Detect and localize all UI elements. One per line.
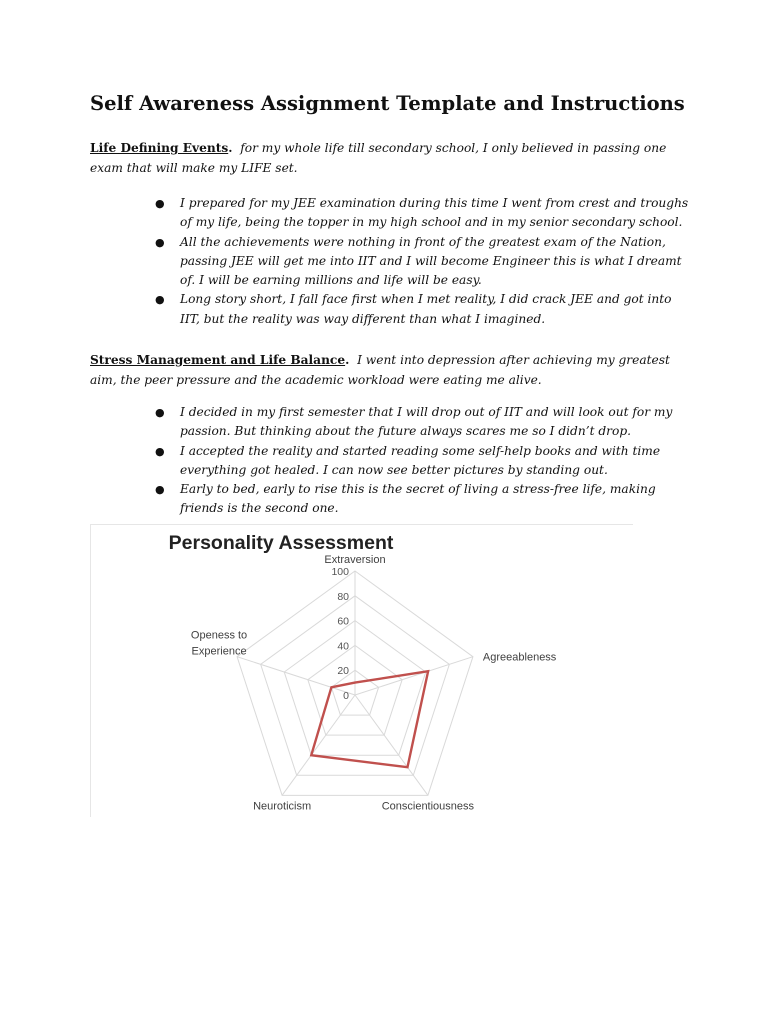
list-item: ● I prepared for my JEE examination during this time I went from crest and troughs of my life, being the topper in my high school and in my senior secondary school. [155, 196, 689, 230]
tick-label: 60 [337, 615, 349, 628]
section-intro-text: I went into depression after achieving my greatest aim, the peer pressure and the academic workload were eating me alive. [90, 353, 670, 387]
tick-label: 0 [343, 690, 349, 702]
grid-spoke [282, 695, 355, 795]
axis-label: Conscientiousness [381, 800, 475, 813]
list-item-text: All the achievements were nothing in front of the greatest exam of the Nation, passing JEE will get me into IIT and I will become Engineer this is what I dreamt of. I will be earning millions and life will be easy. [180, 234, 682, 288]
section-intro-text: for my whole life till secondary school, I only believed in passing one exam that will make my LIFE set. [90, 141, 667, 175]
list-item: ● I decided in my first semester that I will drop out of IIT and will look out for my passion. But thinking about the future always scares me so I didn’t drop. [155, 405, 673, 439]
chart-frame [90, 524, 633, 817]
tick-label: 40 [337, 640, 349, 653]
document-title: Self Awareness Assignment Template and Instructions [90, 92, 685, 115]
grid-spoke [355, 695, 428, 795]
radar-chart [91, 525, 633, 817]
list-item-text: I decided in my first semester that I will drop out of IIT and will look out for my passion. But thinking about the future always scares me so I didn’t drop. [180, 405, 673, 439]
list-item: ● All the achievements were nothing in front of the greatest exam of the Nation, passing JEE will get me into IIT and I will become Engineer this is what I dreamt of. I will be earning millions and life will be easy. [155, 234, 682, 288]
bullet-list [90, 403, 690, 519]
tick-label: 100 [331, 566, 349, 578]
chart-title: Personality Assessment [168, 532, 394, 554]
section-intro: Life Defining Events. for my whole life till secondary school, I only believed in passing one exam that will make my LIFE set. [90, 141, 667, 175]
section-stress-management [90, 350, 690, 519]
axis-label: Extraversion [324, 554, 386, 566]
section-heading: Life Defining Events [90, 141, 229, 155]
list-item-text: I accepted the reality and started reading some self-help books and with time everything got healed. I can now see better pictures by standing out. [180, 443, 661, 477]
axis-label: Neuroticism [253, 800, 312, 813]
list-item-text: Long story short, I fall face first when I met reality, I did crack JEE and got into IIT, but the reality was way different than what I imagined. [180, 292, 672, 326]
section-intro: Stress Management and Life Balance. I went into depression after achieving my greatest aim, the peer pressure and the academic workload were eating me alive. [90, 353, 670, 387]
tick-label: 80 [337, 590, 349, 603]
axis-label: Openess to Experience [190, 629, 248, 658]
list-item: ● I accepted the reality and started reading some self-help books and with time everything got healed. I can now see better pictures by standing out. [155, 443, 661, 477]
list-item-text: Early to bed, early to rise this is the secret of living a stress-free life, making friends is the second one. [180, 482, 656, 516]
axis-label: Agreeableness [482, 651, 557, 664]
list-item: ● Early to bed, early to rise this is the secret of living a stress-free life, making friends is the second one. [155, 482, 656, 516]
section-life-defining-events [90, 138, 690, 329]
tick-label: 20 [337, 665, 349, 678]
list-item-text: I prepared for my JEE examination during this time I went from crest and troughs of my life, being the topper in my high school and in my senior secondary school. [180, 196, 689, 230]
bullet-list [90, 194, 690, 329]
grid-spoke [355, 657, 473, 695]
list-item: ● Long story short, I fall face first when I met reality, I did crack JEE and got into IIT, but the reality was way different than what I imagined. [155, 292, 672, 326]
section-heading: Stress Management and Life Balance [90, 353, 346, 367]
